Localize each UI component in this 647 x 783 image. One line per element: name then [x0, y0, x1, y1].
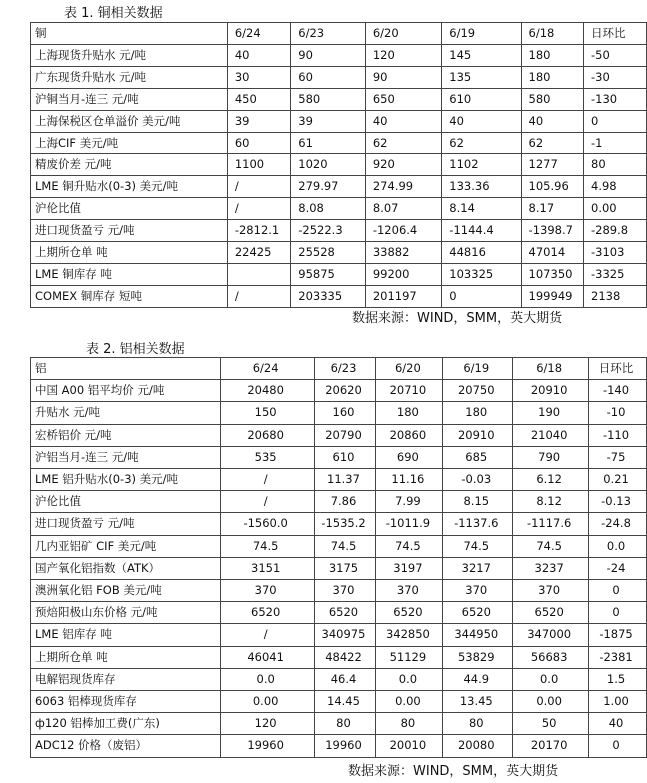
value-cell: 0.00 [220, 691, 314, 713]
value-cell: 201197 [365, 285, 441, 307]
value-cell: 0.0 [376, 668, 443, 690]
copper-table-body [31, 23, 647, 308]
value-cell: -0.03 [443, 469, 513, 491]
value-cell: 274.99 [365, 176, 441, 198]
value-cell: 103325 [442, 263, 521, 285]
value-cell: 56683 [513, 646, 589, 668]
row-label-cell: 宏桥铝价 元/吨 [31, 424, 221, 446]
row-label-cell: ADC12 价格（废铝） [31, 735, 221, 757]
table2-title: 表 2. 铝相关数据 [86, 342, 185, 357]
table-row [31, 44, 647, 66]
table-row [31, 380, 647, 402]
value-cell: 370 [220, 580, 314, 602]
table-row [31, 220, 647, 242]
value-cell: 20910 [513, 380, 589, 402]
value-cell: 20790 [314, 424, 376, 446]
value-cell: 8.08 [291, 198, 366, 220]
row-label-cell: 上海CIF 美元/吨 [31, 132, 228, 154]
row-label-cell: 中国 A00 铝平均价 元/吨 [31, 380, 221, 402]
value-cell: 3217 [443, 557, 513, 579]
value-cell: 6520 [376, 602, 443, 624]
value-cell: 920 [365, 154, 441, 176]
row-label-cell: 上期所仓单 吨 [31, 646, 221, 668]
header-cell: 6/19 [442, 23, 521, 45]
value-cell: -2812.1 [227, 220, 290, 242]
value-cell: / [220, 469, 314, 491]
value-cell: 610 [442, 88, 521, 110]
header-row [31, 23, 647, 45]
value-cell: 370 [314, 580, 376, 602]
row-label-cell: ф120 铝棒加工费(广东) [31, 713, 221, 735]
value-cell: 0 [442, 285, 521, 307]
table-row [31, 242, 647, 264]
value-cell: 180 [443, 402, 513, 424]
value-cell: / [227, 176, 290, 198]
header-cell: 6/23 [291, 23, 366, 45]
value-cell: -1144.4 [442, 220, 521, 242]
value-cell: 2138 [584, 285, 647, 307]
table-row [31, 154, 647, 176]
value-cell: 3151 [220, 557, 314, 579]
row-label-cell: 进口现货盈亏 元/吨 [31, 220, 228, 242]
row-label-cell: 澳洲氧化铝 FOB 美元/吨 [31, 580, 221, 602]
value-cell: -1011.9 [376, 513, 443, 535]
value-cell: -1137.6 [443, 513, 513, 535]
value-cell: 199949 [521, 285, 583, 307]
value-cell: 145 [442, 44, 521, 66]
table-row [31, 132, 647, 154]
value-cell: 1102 [442, 154, 521, 176]
row-label-cell: 沪铜当月-连三 元/吨 [31, 88, 228, 110]
value-cell: 610 [314, 446, 376, 468]
value-cell: 19960 [220, 735, 314, 757]
value-cell: 20860 [376, 424, 443, 446]
value-cell: 190 [513, 402, 589, 424]
value-cell: 14.45 [314, 691, 376, 713]
value-cell: -140 [589, 380, 647, 402]
value-cell: 370 [443, 580, 513, 602]
value-cell: -3103 [584, 242, 647, 264]
table-row [31, 691, 647, 713]
value-cell: 1277 [521, 154, 583, 176]
row-label-cell: LME 铝升贴水(0-3) 美元/吨 [31, 469, 221, 491]
value-cell: 3197 [376, 557, 443, 579]
value-cell: 74.5 [443, 535, 513, 557]
header-cell: 6/20 [365, 23, 441, 45]
value-cell: 40 [521, 110, 583, 132]
value-cell: 53829 [443, 646, 513, 668]
table-row [31, 88, 647, 110]
value-cell: 135 [442, 66, 521, 88]
value-cell: 6.12 [513, 469, 589, 491]
table1-title: 表 1. 铜相关数据 [64, 6, 163, 21]
header-cell: 6/20 [376, 358, 443, 380]
value-cell: 690 [376, 446, 443, 468]
value-cell: 279.97 [291, 176, 366, 198]
value-cell: 20750 [443, 380, 513, 402]
value-cell: 6520 [513, 602, 589, 624]
value-cell: 19960 [314, 735, 376, 757]
value-cell: 685 [443, 446, 513, 468]
value-cell: -1117.6 [513, 513, 589, 535]
value-cell: -10 [589, 402, 647, 424]
value-cell: 11.16 [376, 469, 443, 491]
header-cell: 6/24 [220, 358, 314, 380]
value-cell: 0 [589, 580, 647, 602]
value-cell: -24 [589, 557, 647, 579]
value-cell: 340975 [314, 624, 376, 646]
header-cell: 6/19 [443, 358, 513, 380]
value-cell: 1100 [227, 154, 290, 176]
value-cell: 8.17 [521, 198, 583, 220]
value-cell: -130 [584, 88, 647, 110]
row-label-cell: 进口现货盈亏 元/吨 [31, 513, 221, 535]
value-cell: 6520 [443, 602, 513, 624]
value-cell: -2522.3 [291, 220, 366, 242]
value-cell: -1875 [589, 624, 647, 646]
table-row [31, 713, 647, 735]
value-cell: -30 [584, 66, 647, 88]
value-cell: 20010 [376, 735, 443, 757]
value-cell: 80 [443, 713, 513, 735]
value-cell: 48422 [314, 646, 376, 668]
row-label-cell: 沪伦比值 [31, 198, 228, 220]
value-cell: / [220, 624, 314, 646]
value-cell: 0 [589, 735, 647, 757]
value-cell: 342850 [376, 624, 443, 646]
row-label-cell: 预焙阳极山东价格 元/吨 [31, 602, 221, 624]
value-cell: -24.8 [589, 513, 647, 535]
value-cell: 120 [365, 44, 441, 66]
table-row [31, 469, 647, 491]
table2-source: 数据来源：WIND，SMM，英大期货 [348, 764, 559, 779]
value-cell: 180 [376, 402, 443, 424]
header-cell: 6/18 [513, 358, 589, 380]
value-cell: -75 [589, 446, 647, 468]
value-cell: 180 [521, 66, 583, 88]
table-row [31, 176, 647, 198]
value-cell: 46041 [220, 646, 314, 668]
value-cell: 8.12 [513, 491, 589, 513]
value-cell: 40 [227, 44, 290, 66]
row-label-cell: COMEX 铜库存 短吨 [31, 285, 228, 307]
value-cell: 790 [513, 446, 589, 468]
value-cell: -50 [584, 44, 647, 66]
value-cell: 580 [521, 88, 583, 110]
value-cell: 105.96 [521, 176, 583, 198]
header-row [31, 358, 647, 380]
value-cell [227, 263, 290, 285]
value-cell: 203335 [291, 285, 366, 307]
value-cell: 0 [584, 110, 647, 132]
value-cell: 44.9 [443, 668, 513, 690]
value-cell: 370 [376, 580, 443, 602]
value-cell: 8.15 [443, 491, 513, 513]
table-row [31, 580, 647, 602]
value-cell: 20480 [220, 380, 314, 402]
table-row [31, 198, 647, 220]
row-label-cell: 沪伦比值 [31, 491, 221, 513]
value-cell: -289.8 [584, 220, 647, 242]
header-cell: 6/18 [521, 23, 583, 45]
value-cell: 25528 [291, 242, 366, 264]
value-cell: 21040 [513, 424, 589, 446]
value-cell: 11.37 [314, 469, 376, 491]
value-cell: 60 [291, 66, 366, 88]
row-label-cell: 沪铝当月-连三 元/吨 [31, 446, 221, 468]
value-cell: 344950 [443, 624, 513, 646]
value-cell: 20680 [220, 424, 314, 446]
table-row [31, 602, 647, 624]
value-cell: 0.0 [589, 535, 647, 557]
value-cell: 39 [291, 110, 366, 132]
value-cell: 370 [513, 580, 589, 602]
value-cell: 0.00 [584, 198, 647, 220]
row-label-cell: LME 铜升贴水(0-3) 美元/吨 [31, 176, 228, 198]
value-cell: 180 [521, 44, 583, 66]
value-cell: 120 [220, 713, 314, 735]
row-label-cell: 电解铝现货库存 [31, 668, 221, 690]
row-label-cell: LME 铜库存 吨 [31, 263, 228, 285]
value-cell: 90 [365, 66, 441, 88]
value-cell: -1206.4 [365, 220, 441, 242]
value-cell: 80 [584, 154, 647, 176]
copper-data-table [30, 22, 647, 308]
value-cell: 40 [365, 110, 441, 132]
value-cell: 1.5 [589, 668, 647, 690]
value-cell: 6520 [220, 602, 314, 624]
value-cell: 0.0 [513, 668, 589, 690]
value-cell: -3325 [584, 263, 647, 285]
value-cell: -0.13 [589, 491, 647, 513]
value-cell: 44816 [442, 242, 521, 264]
table-row [31, 263, 647, 285]
table-row [31, 535, 647, 557]
header-cell: 6/23 [314, 358, 376, 380]
value-cell: -110 [589, 424, 647, 446]
value-cell: 47014 [521, 242, 583, 264]
value-cell: 74.5 [513, 535, 589, 557]
value-cell: 133.36 [442, 176, 521, 198]
value-cell: 40 [442, 110, 521, 132]
header-cell-metal: 铜 [31, 23, 228, 45]
value-cell: 4.98 [584, 176, 647, 198]
row-label-cell: 上海保税区仓单溢价 美元/吨 [31, 110, 228, 132]
table-row [31, 446, 647, 468]
table-row [31, 624, 647, 646]
row-label-cell: 升贴水 元/吨 [31, 402, 221, 424]
value-cell: 61 [291, 132, 366, 154]
value-cell: / [227, 198, 290, 220]
header-cell: 日环比 [584, 23, 647, 45]
table-row [31, 646, 647, 668]
value-cell: 90 [291, 44, 366, 66]
header-cell: 6/24 [227, 23, 290, 45]
value-cell: 30 [227, 66, 290, 88]
value-cell: 51129 [376, 646, 443, 668]
table-row [31, 557, 647, 579]
row-label-cell: 6063 铝棒现货库存 [31, 691, 221, 713]
table-row [31, 66, 647, 88]
row-label-cell: 上海现货升贴水 元/吨 [31, 44, 228, 66]
value-cell: 7.99 [376, 491, 443, 513]
row-label-cell: 广东现货升贴水 元/吨 [31, 66, 228, 88]
value-cell: -1398.7 [521, 220, 583, 242]
value-cell: 20910 [443, 424, 513, 446]
value-cell: 13.45 [443, 691, 513, 713]
value-cell: 99200 [365, 263, 441, 285]
value-cell: -2381 [589, 646, 647, 668]
value-cell: 0 [589, 602, 647, 624]
header-cell: 日环比 [589, 358, 647, 380]
table-row [31, 110, 647, 132]
value-cell: 62 [521, 132, 583, 154]
value-cell: 20080 [443, 735, 513, 757]
value-cell: 39 [227, 110, 290, 132]
value-cell: 107350 [521, 263, 583, 285]
table-row [31, 735, 647, 757]
value-cell: 95875 [291, 263, 366, 285]
value-cell: -1 [584, 132, 647, 154]
table-row [31, 402, 647, 424]
row-label-cell: 精废价差 元/吨 [31, 154, 228, 176]
value-cell: 80 [314, 713, 376, 735]
value-cell: 50 [513, 713, 589, 735]
row-label-cell: 几内亚铝矿 CIF 美元/吨 [31, 535, 221, 557]
value-cell: 347000 [513, 624, 589, 646]
row-label-cell: LME 铝库存 吨 [31, 624, 221, 646]
table-row [31, 491, 647, 513]
value-cell: / [227, 285, 290, 307]
table-row [31, 285, 647, 307]
value-cell: 3237 [513, 557, 589, 579]
value-cell: 74.5 [314, 535, 376, 557]
value-cell: 6520 [314, 602, 376, 624]
value-cell: 0.21 [589, 469, 647, 491]
value-cell: -1535.2 [314, 513, 376, 535]
aluminum-data-table [30, 357, 647, 758]
value-cell: 1.00 [589, 691, 647, 713]
value-cell: 46.4 [314, 668, 376, 690]
value-cell: 160 [314, 402, 376, 424]
value-cell: 80 [376, 713, 443, 735]
table-row [31, 513, 647, 535]
value-cell: 535 [220, 446, 314, 468]
value-cell: 62 [442, 132, 521, 154]
value-cell: 20170 [513, 735, 589, 757]
row-label-cell: 国产氧化铝指数（ATK） [31, 557, 221, 579]
aluminum-table-body [31, 358, 647, 758]
value-cell: -1560.0 [220, 513, 314, 535]
value-cell: / [220, 491, 314, 513]
value-cell: 8.07 [365, 198, 441, 220]
value-cell: 0.00 [513, 691, 589, 713]
value-cell: 8.14 [442, 198, 521, 220]
value-cell: 60 [227, 132, 290, 154]
value-cell: 20620 [314, 380, 376, 402]
value-cell: 580 [291, 88, 366, 110]
value-cell: 0.0 [220, 668, 314, 690]
table-row [31, 668, 647, 690]
value-cell: 40 [589, 713, 647, 735]
value-cell: 0.00 [376, 691, 443, 713]
value-cell: 7.86 [314, 491, 376, 513]
value-cell: 450 [227, 88, 290, 110]
value-cell: 1020 [291, 154, 366, 176]
value-cell: 22425 [227, 242, 290, 264]
value-cell: 74.5 [220, 535, 314, 557]
table-row [31, 424, 647, 446]
row-label-cell: 上期所仓单 吨 [31, 242, 228, 264]
value-cell: 20710 [376, 380, 443, 402]
value-cell: 62 [365, 132, 441, 154]
value-cell: 33882 [365, 242, 441, 264]
value-cell: 650 [365, 88, 441, 110]
table1-source: 数据来源：WIND，SMM，英大期货 [352, 311, 563, 326]
value-cell: 3175 [314, 557, 376, 579]
value-cell: 150 [220, 402, 314, 424]
header-cell-metal: 铝 [31, 358, 221, 380]
value-cell: 74.5 [376, 535, 443, 557]
